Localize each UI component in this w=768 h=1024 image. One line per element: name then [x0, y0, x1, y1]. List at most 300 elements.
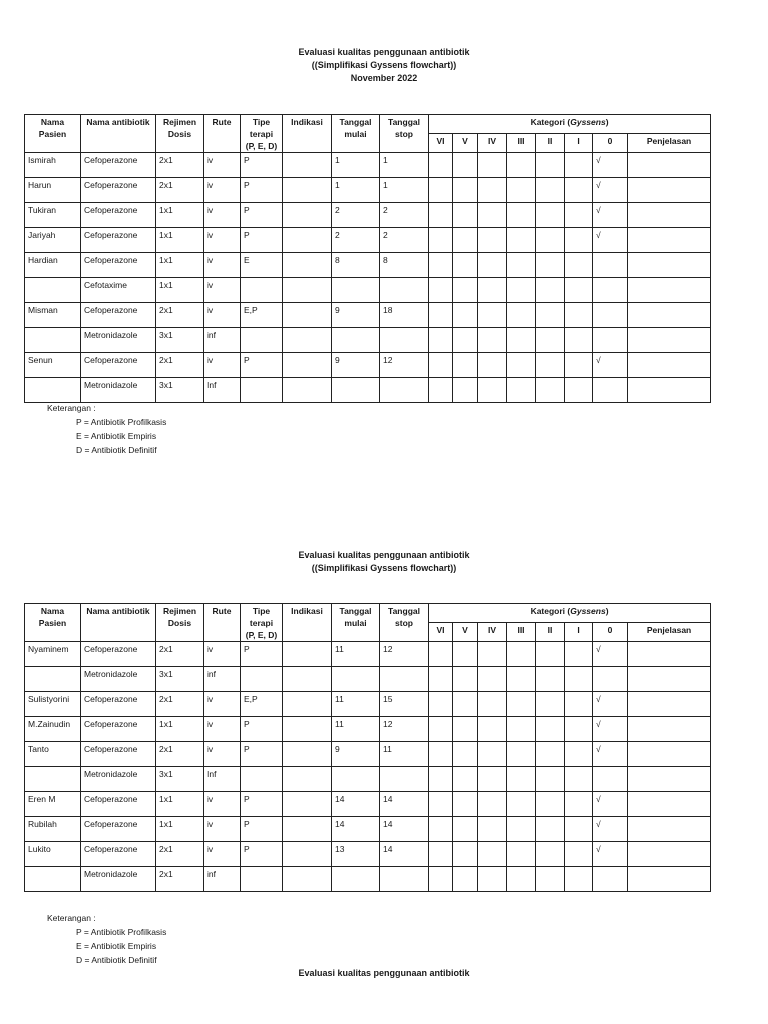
therapy-type-cell: [241, 378, 283, 403]
header-category-vi: VI: [429, 623, 453, 642]
indication-cell: [283, 303, 332, 328]
therapy-type-cell: E,P: [241, 692, 283, 717]
stop-date-cell: [380, 767, 429, 792]
header-category-ii: II: [536, 623, 565, 642]
header-line: (P, E, D): [245, 630, 278, 640]
indication-cell: [283, 817, 332, 842]
patient-name-cell: M.Zainudin: [25, 717, 81, 742]
indication-cell: [283, 842, 332, 867]
indication-cell: [283, 692, 332, 717]
route-cell: iv: [204, 842, 241, 867]
category-iv-cell: [478, 228, 507, 253]
header-kategori: [429, 604, 711, 623]
header-category-i: I: [565, 134, 593, 153]
kategori-prefix: Kategori (: [530, 117, 571, 127]
category-i-cell: [565, 303, 593, 328]
table-row: [25, 867, 711, 892]
table-row: [25, 228, 711, 253]
category-iii-cell: [507, 203, 536, 228]
route-cell: iv: [204, 228, 241, 253]
category-ii-cell: [536, 792, 565, 817]
antibiotic-cell: Metronidazole: [81, 378, 156, 403]
table-row: [25, 328, 711, 353]
category-ii-cell: [536, 717, 565, 742]
header-category-iii: III: [507, 134, 536, 153]
category-i-cell: [565, 203, 593, 228]
evaluation-table-1: [24, 114, 711, 403]
explanation-cell: [628, 278, 711, 303]
title-subtitle: ((Simplifikasi Gyssens flowchart)): [311, 563, 457, 573]
section-2-title: [0, 549, 768, 575]
header-tanggal-mulai: [332, 604, 380, 642]
category-vi-cell: [429, 742, 453, 767]
header-category-vi: VI: [429, 134, 453, 153]
route-cell: iv: [204, 742, 241, 767]
therapy-type-cell: P: [241, 717, 283, 742]
category-ii-cell: [536, 767, 565, 792]
header-indikasi: Indikasi: [283, 604, 332, 642]
category-vi-cell: [429, 303, 453, 328]
therapy-type-cell: P: [241, 742, 283, 767]
category-i-cell: [565, 717, 593, 742]
category-i-cell: [565, 742, 593, 767]
category-i-cell: [565, 767, 593, 792]
category-0-cell: √: [593, 203, 628, 228]
category-i-cell: [565, 642, 593, 667]
start-date-cell: 14: [332, 792, 380, 817]
route-cell: iv: [204, 303, 241, 328]
header-kategori: [429, 115, 711, 134]
keterangan-item: D = Antibiotik Definitif: [76, 445, 157, 455]
category-vi-cell: [429, 378, 453, 403]
patient-name-cell: Rubilah: [25, 817, 81, 842]
category-ii-cell: [536, 228, 565, 253]
category-v-cell: [453, 328, 478, 353]
header-line: terapi: [249, 618, 274, 628]
table-row: [25, 253, 711, 278]
category-i-cell: [565, 867, 593, 892]
start-date-cell: 11: [332, 692, 380, 717]
start-date-cell: 13: [332, 842, 380, 867]
category-iii-cell: [507, 178, 536, 203]
stop-date-cell: [380, 667, 429, 692]
keterangan-label: Keterangan :: [47, 913, 96, 923]
kategori-gyssens: Gyssens: [570, 606, 606, 616]
category-i-cell: [565, 153, 593, 178]
route-cell: iv: [204, 278, 241, 303]
explanation-cell: [628, 817, 711, 842]
antibiotic-cell: Cefoperazone: [81, 228, 156, 253]
table-row: [25, 717, 711, 742]
table-row: [25, 278, 711, 303]
keterangan-1: [47, 401, 166, 457]
route-cell: Inf: [204, 767, 241, 792]
category-v-cell: [453, 303, 478, 328]
patient-name-cell: [25, 278, 81, 303]
kategori-suffix: ): [605, 117, 609, 127]
category-vi-cell: [429, 178, 453, 203]
keterangan-item: E = Antibiotik Empiris: [76, 941, 157, 951]
regimen-cell: 3x1: [156, 328, 204, 353]
category-iv-cell: [478, 767, 507, 792]
route-cell: iv: [204, 203, 241, 228]
category-i-cell: [565, 817, 593, 842]
therapy-type-cell: P: [241, 792, 283, 817]
indication-cell: [283, 178, 332, 203]
therapy-type-cell: [241, 767, 283, 792]
header-line: Dosis: [167, 618, 192, 628]
header-line: Rejimen: [162, 117, 197, 127]
evaluation-table-2: [24, 603, 711, 892]
stop-date-cell: 14: [380, 792, 429, 817]
regimen-cell: 2x1: [156, 642, 204, 667]
start-date-cell: [332, 328, 380, 353]
explanation-cell: [628, 792, 711, 817]
explanation-cell: [628, 767, 711, 792]
patient-name-cell: [25, 328, 81, 353]
header-category-iv: IV: [478, 134, 507, 153]
indication-cell: [283, 153, 332, 178]
explanation-cell: [628, 328, 711, 353]
regimen-cell: 2x1: [156, 867, 204, 892]
route-cell: iv: [204, 792, 241, 817]
explanation-cell: [628, 203, 711, 228]
category-v-cell: [453, 817, 478, 842]
start-date-cell: 1: [332, 153, 380, 178]
header-nama-antibiotik: Nama antibiotik: [81, 115, 156, 153]
explanation-cell: [628, 153, 711, 178]
category-vi-cell: [429, 717, 453, 742]
route-cell: Inf: [204, 378, 241, 403]
patient-name-cell: Nyaminem: [25, 642, 81, 667]
stop-date-cell: 18: [380, 303, 429, 328]
category-iii-cell: [507, 278, 536, 303]
header-nama-pasien: [25, 115, 81, 153]
header-category-i: I: [565, 623, 593, 642]
antibiotic-cell: Cefoperazone: [81, 642, 156, 667]
regimen-cell: 1x1: [156, 792, 204, 817]
stop-date-cell: [380, 328, 429, 353]
category-i-cell: [565, 353, 593, 378]
category-iv-cell: [478, 378, 507, 403]
category-0-cell: √: [593, 842, 628, 867]
start-date-cell: 9: [332, 303, 380, 328]
header-nama-antibiotik: Nama antibiotik: [81, 604, 156, 642]
category-iii-cell: [507, 353, 536, 378]
category-vi-cell: [429, 817, 453, 842]
route-cell: inf: [204, 667, 241, 692]
patient-name-cell: Sulistyorini: [25, 692, 81, 717]
table-row: [25, 842, 711, 867]
category-ii-cell: [536, 667, 565, 692]
category-vi-cell: [429, 228, 453, 253]
category-vi-cell: [429, 642, 453, 667]
category-iii-cell: [507, 328, 536, 353]
subtitle-text: (Simplifikasi Gyssens flowchart): [314, 60, 454, 70]
patient-name-cell: Jariyah: [25, 228, 81, 253]
category-vi-cell: [429, 203, 453, 228]
regimen-cell: 3x1: [156, 378, 204, 403]
header-line: Nama: [40, 606, 65, 616]
patient-name-cell: [25, 667, 81, 692]
header-rejimen-dosis: [156, 115, 204, 153]
table-row: [25, 792, 711, 817]
explanation-cell: [628, 178, 711, 203]
start-date-cell: 1: [332, 178, 380, 203]
category-0-cell: √: [593, 178, 628, 203]
therapy-type-cell: P: [241, 842, 283, 867]
keterangan-item: P = Antibiotik Profilkasis: [76, 417, 167, 427]
header-category-iii: III: [507, 623, 536, 642]
category-ii-cell: [536, 153, 565, 178]
category-iv-cell: [478, 353, 507, 378]
route-cell: iv: [204, 717, 241, 742]
category-iv-cell: [478, 153, 507, 178]
indication-cell: [283, 353, 332, 378]
regimen-cell: 1x1: [156, 817, 204, 842]
category-v-cell: [453, 692, 478, 717]
regimen-cell: 3x1: [156, 767, 204, 792]
category-ii-cell: [536, 867, 565, 892]
explanation-cell: [628, 228, 711, 253]
category-vi-cell: [429, 692, 453, 717]
header-category-ii: II: [536, 134, 565, 153]
indication-cell: [283, 792, 332, 817]
patient-name-cell: [25, 767, 81, 792]
category-ii-cell: [536, 303, 565, 328]
therapy-type-cell: [241, 667, 283, 692]
category-i-cell: [565, 178, 593, 203]
category-iii-cell: [507, 228, 536, 253]
table-row: [25, 667, 711, 692]
category-v-cell: [453, 767, 478, 792]
category-v-cell: [453, 667, 478, 692]
category-iv-cell: [478, 278, 507, 303]
antibiotic-cell: Metronidazole: [81, 767, 156, 792]
regimen-cell: 1x1: [156, 203, 204, 228]
category-iv-cell: [478, 203, 507, 228]
header-line: Tanggal: [388, 606, 420, 616]
indication-cell: [283, 253, 332, 278]
patient-name-cell: Tukiran: [25, 203, 81, 228]
title-subtitle: ((Simplifikasi Gyssens flowchart)): [311, 60, 457, 70]
category-0-cell: √: [593, 353, 628, 378]
antibiotic-cell: Cefoperazone: [81, 253, 156, 278]
category-i-cell: [565, 667, 593, 692]
category-iv-cell: [478, 303, 507, 328]
explanation-cell: [628, 378, 711, 403]
category-i-cell: [565, 278, 593, 303]
start-date-cell: [332, 278, 380, 303]
patient-name-cell: Hardian: [25, 253, 81, 278]
stop-date-cell: 12: [380, 717, 429, 742]
antibiotic-cell: Cefoperazone: [81, 792, 156, 817]
category-ii-cell: [536, 692, 565, 717]
category-ii-cell: [536, 642, 565, 667]
header-category-v: V: [453, 134, 478, 153]
keterangan-item: E = Antibiotik Empiris: [76, 431, 157, 441]
header-line: Tanggal: [339, 117, 372, 127]
therapy-type-cell: P: [241, 228, 283, 253]
patient-name-cell: [25, 867, 81, 892]
category-iv-cell: [478, 178, 507, 203]
category-0-cell: [593, 253, 628, 278]
stop-date-cell: 11: [380, 742, 429, 767]
start-date-cell: 9: [332, 353, 380, 378]
category-iv-cell: [478, 792, 507, 817]
table-row: [25, 353, 711, 378]
table-row: [25, 767, 711, 792]
category-v-cell: [453, 353, 478, 378]
category-v-cell: [453, 792, 478, 817]
route-cell: iv: [204, 353, 241, 378]
therapy-type-cell: P: [241, 642, 283, 667]
patient-name-cell: Lukito: [25, 842, 81, 867]
category-0-cell: √: [593, 228, 628, 253]
category-iii-cell: [507, 153, 536, 178]
category-v-cell: [453, 717, 478, 742]
header-line: Nama: [40, 117, 65, 127]
category-iii-cell: [507, 842, 536, 867]
stop-date-cell: [380, 278, 429, 303]
category-v-cell: [453, 253, 478, 278]
therapy-type-cell: [241, 328, 283, 353]
kategori-prefix: Kategori (: [530, 606, 571, 616]
category-ii-cell: [536, 742, 565, 767]
category-vi-cell: [429, 867, 453, 892]
stop-date-cell: 8: [380, 253, 429, 278]
category-ii-cell: [536, 817, 565, 842]
table-row: [25, 642, 711, 667]
category-iv-cell: [478, 717, 507, 742]
category-iv-cell: [478, 867, 507, 892]
keterangan-item: D = Antibiotik Definitif: [76, 955, 157, 965]
start-date-cell: 2: [332, 203, 380, 228]
indication-cell: [283, 203, 332, 228]
category-ii-cell: [536, 253, 565, 278]
antibiotic-cell: Cefoperazone: [81, 842, 156, 867]
therapy-type-cell: P: [241, 203, 283, 228]
table-row: [25, 378, 711, 403]
antibiotic-cell: Cefoperazone: [81, 153, 156, 178]
header-category-iv: IV: [478, 623, 507, 642]
antibiotic-cell: Cefoperazone: [81, 203, 156, 228]
regimen-cell: 2x1: [156, 692, 204, 717]
stop-date-cell: 14: [380, 817, 429, 842]
category-iii-cell: [507, 667, 536, 692]
category-i-cell: [565, 378, 593, 403]
explanation-cell: [628, 303, 711, 328]
category-i-cell: [565, 228, 593, 253]
regimen-cell: 2x1: [156, 742, 204, 767]
category-v-cell: [453, 842, 478, 867]
footer-title: Evaluasi kualitas penggunaan antibiotik: [298, 968, 470, 978]
header-line: mulai: [344, 129, 367, 139]
therapy-type-cell: P: [241, 153, 283, 178]
category-vi-cell: [429, 253, 453, 278]
category-0-cell: √: [593, 742, 628, 767]
category-i-cell: [565, 792, 593, 817]
category-iv-cell: [478, 253, 507, 278]
stop-date-cell: 12: [380, 642, 429, 667]
category-0-cell: √: [593, 817, 628, 842]
header-line: Tipe: [252, 117, 271, 127]
route-cell: iv: [204, 642, 241, 667]
start-date-cell: [332, 867, 380, 892]
start-date-cell: 14: [332, 817, 380, 842]
category-ii-cell: [536, 278, 565, 303]
indication-cell: [283, 228, 332, 253]
subtitle-text: (Simplifikasi Gyssens flowchart): [314, 563, 454, 573]
category-vi-cell: [429, 767, 453, 792]
header-category-v: V: [453, 623, 478, 642]
stop-date-cell: 14: [380, 842, 429, 867]
route-cell: inf: [204, 328, 241, 353]
indication-cell: [283, 642, 332, 667]
category-v-cell: [453, 278, 478, 303]
category-vi-cell: [429, 278, 453, 303]
start-date-cell: 11: [332, 717, 380, 742]
therapy-type-cell: P: [241, 817, 283, 842]
category-vi-cell: [429, 353, 453, 378]
table-row: [25, 178, 711, 203]
stop-date-cell: 12: [380, 353, 429, 378]
regimen-cell: 1x1: [156, 228, 204, 253]
category-iv-cell: [478, 642, 507, 667]
regimen-cell: 2x1: [156, 303, 204, 328]
category-iii-cell: [507, 767, 536, 792]
antibiotic-cell: Cefoperazone: [81, 353, 156, 378]
indication-cell: [283, 667, 332, 692]
category-0-cell: √: [593, 692, 628, 717]
therapy-type-cell: E,P: [241, 303, 283, 328]
start-date-cell: 9: [332, 742, 380, 767]
header-line: (P, E, D): [245, 141, 278, 151]
keterangan-2: [47, 911, 166, 967]
route-cell: iv: [204, 253, 241, 278]
indication-cell: [283, 867, 332, 892]
route-cell: inf: [204, 867, 241, 892]
category-i-cell: [565, 692, 593, 717]
category-0-cell: √: [593, 717, 628, 742]
explanation-cell: [628, 742, 711, 767]
header-nama-pasien: [25, 604, 81, 642]
explanation-cell: [628, 353, 711, 378]
stop-date-cell: 15: [380, 692, 429, 717]
title-date: November 2022: [350, 73, 418, 83]
stop-date-cell: 2: [380, 228, 429, 253]
therapy-type-cell: [241, 867, 283, 892]
header-row-1: [25, 115, 711, 134]
category-i-cell: [565, 328, 593, 353]
regimen-cell: 2x1: [156, 153, 204, 178]
title-line: Evaluasi kualitas penggunaan antibiotik: [298, 47, 470, 57]
header-line: stop: [395, 129, 413, 139]
explanation-cell: [628, 692, 711, 717]
regimen-cell: 2x1: [156, 842, 204, 867]
header-penjelasan: Penjelasan: [628, 134, 711, 153]
header-category-0: 0: [593, 623, 628, 642]
category-iv-cell: [478, 328, 507, 353]
antibiotic-cell: Cefoperazone: [81, 178, 156, 203]
header-tipe-terapi: [241, 115, 283, 153]
table-row: [25, 153, 711, 178]
route-cell: iv: [204, 178, 241, 203]
category-iii-cell: [507, 817, 536, 842]
category-i-cell: [565, 253, 593, 278]
kategori-suffix: ): [605, 606, 609, 616]
indication-cell: [283, 378, 332, 403]
